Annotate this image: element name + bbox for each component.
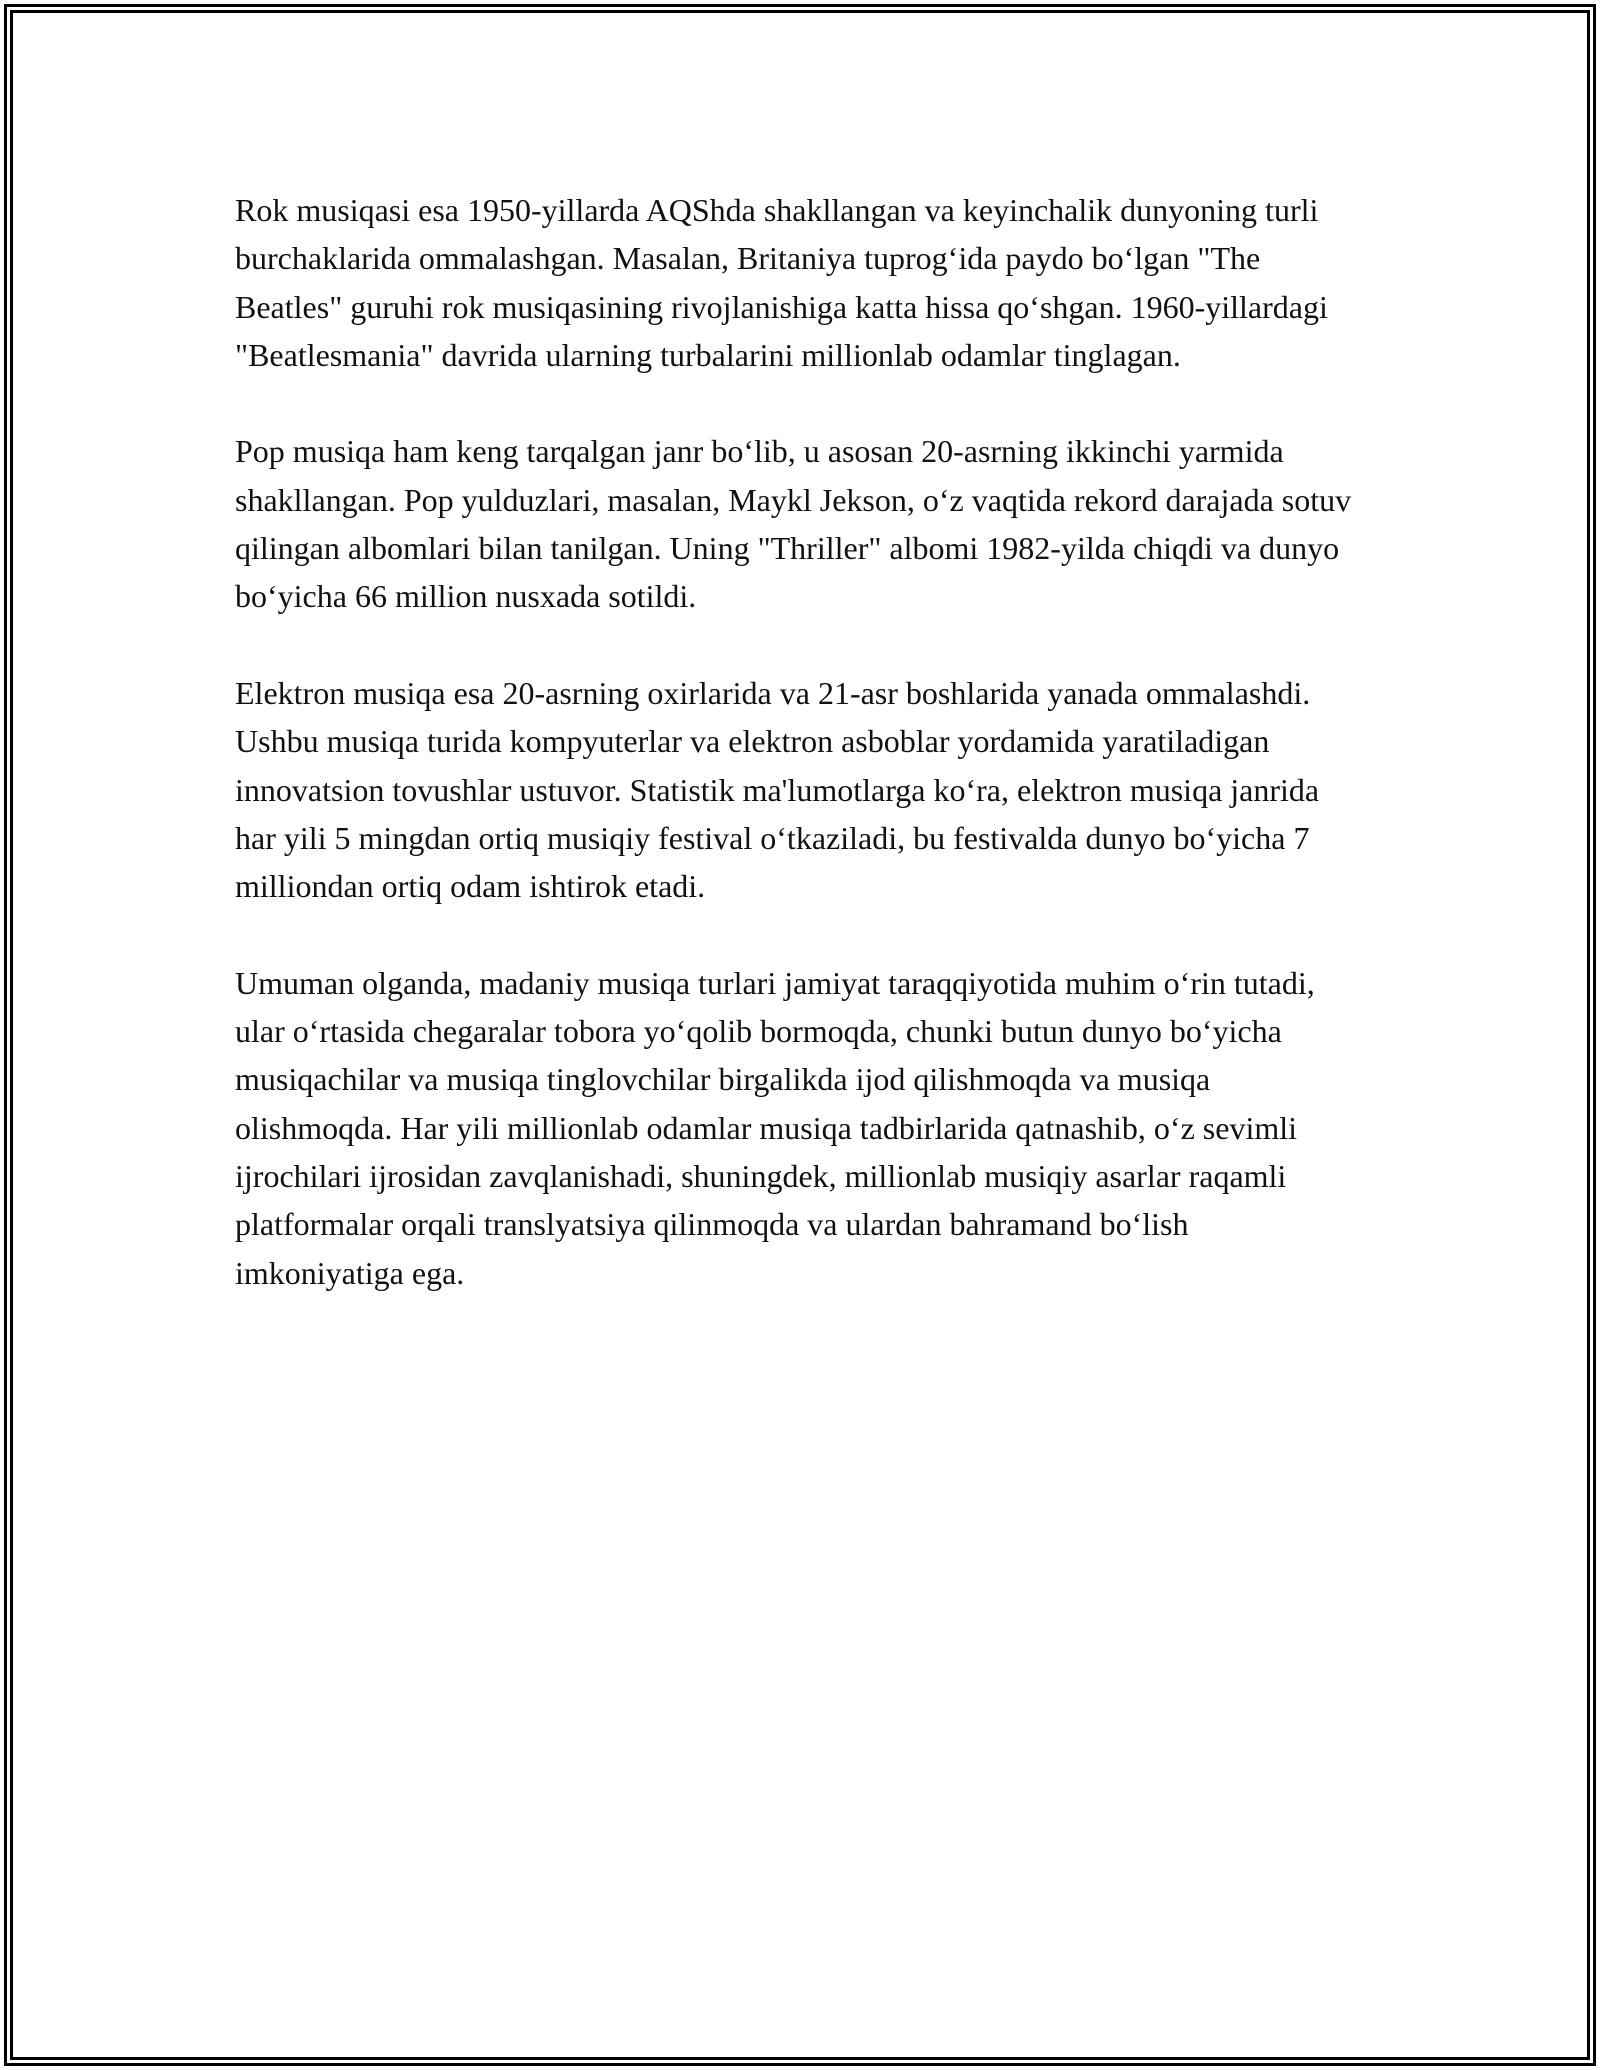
paragraph-pop-music: Pop musiqa ham keng tarqalgan janr bo‘lib, u asosan 20-asrning ikkinchi yarmida shakllangan. Pop yulduzlari, masalan, Maykl Jekson, o‘z vaqtida rekord darajada sotuv qilingan albomlari bilan tanilgan. Uning "Thriller" albomi 1982-yilda chiqdi va dunyo bo‘yicha 66 million nusxada sotildi. [235,433,1352,615]
document-body [235,186,1365,1345]
paragraph-rock-music: Rok musiqasi esa 1950-yillarda AQShda shakllangan va keyinchalik dunyoning turli burchaklarida ommalashgan. Masalan, Britaniya tuprog‘ida paydo bo‘lgan "The Beatles" guruhi rok musiqasining rivojlanishiga katta hissa qo‘shgan. 1960-yillardagi "Beatlesmania" davrida ularning turbalarini millionlab odamlar tinglagan. [235,192,1328,373]
paragraph-electronic-music: Elektron musiqa esa 20-asrning oxirlarida va 21-asr boshlarida yanada ommalashdi. Ushbu musiqa turida kompyuterlar va elektron asboblar yordamida yaratiladigan innovatsion tovushlar ustuvor. Statistik ma'lumotlarga ko‘ra, elektron musiqa janrida har yili 5 mingdan ortiq musiqiy festival o‘tkaziladi, bu festivalda dunyo bo‘yicha 7 milliondan ortiq odam ishtirok etadi. [235,674,1320,905]
paragraph-conclusion: Umuman olganda, madaniy musiqa turlari jamiyat taraqqiyotida muhim o‘rin tutadi, ular o‘rtasida chegaralar tobora yo‘qolib bormoqda, chunki butun dunyo bo‘yicha musiqachilar va musiqa tinglovchilar birgalikda ijod qilishmoqda va musiqa olishmoqda. Har yili millionlab odamlar musiqa tadbirlarida qatnashib, o‘z sevimli ijrochilari ijrosidan zavqlanishadi, shuningdek, millionlab musiqiy asarlar raqamli platformalar orqali translyatsiya qilinmoqda va ulardan bahramand bo‘lish imkoniyatiga ega. [235,964,1315,1291]
